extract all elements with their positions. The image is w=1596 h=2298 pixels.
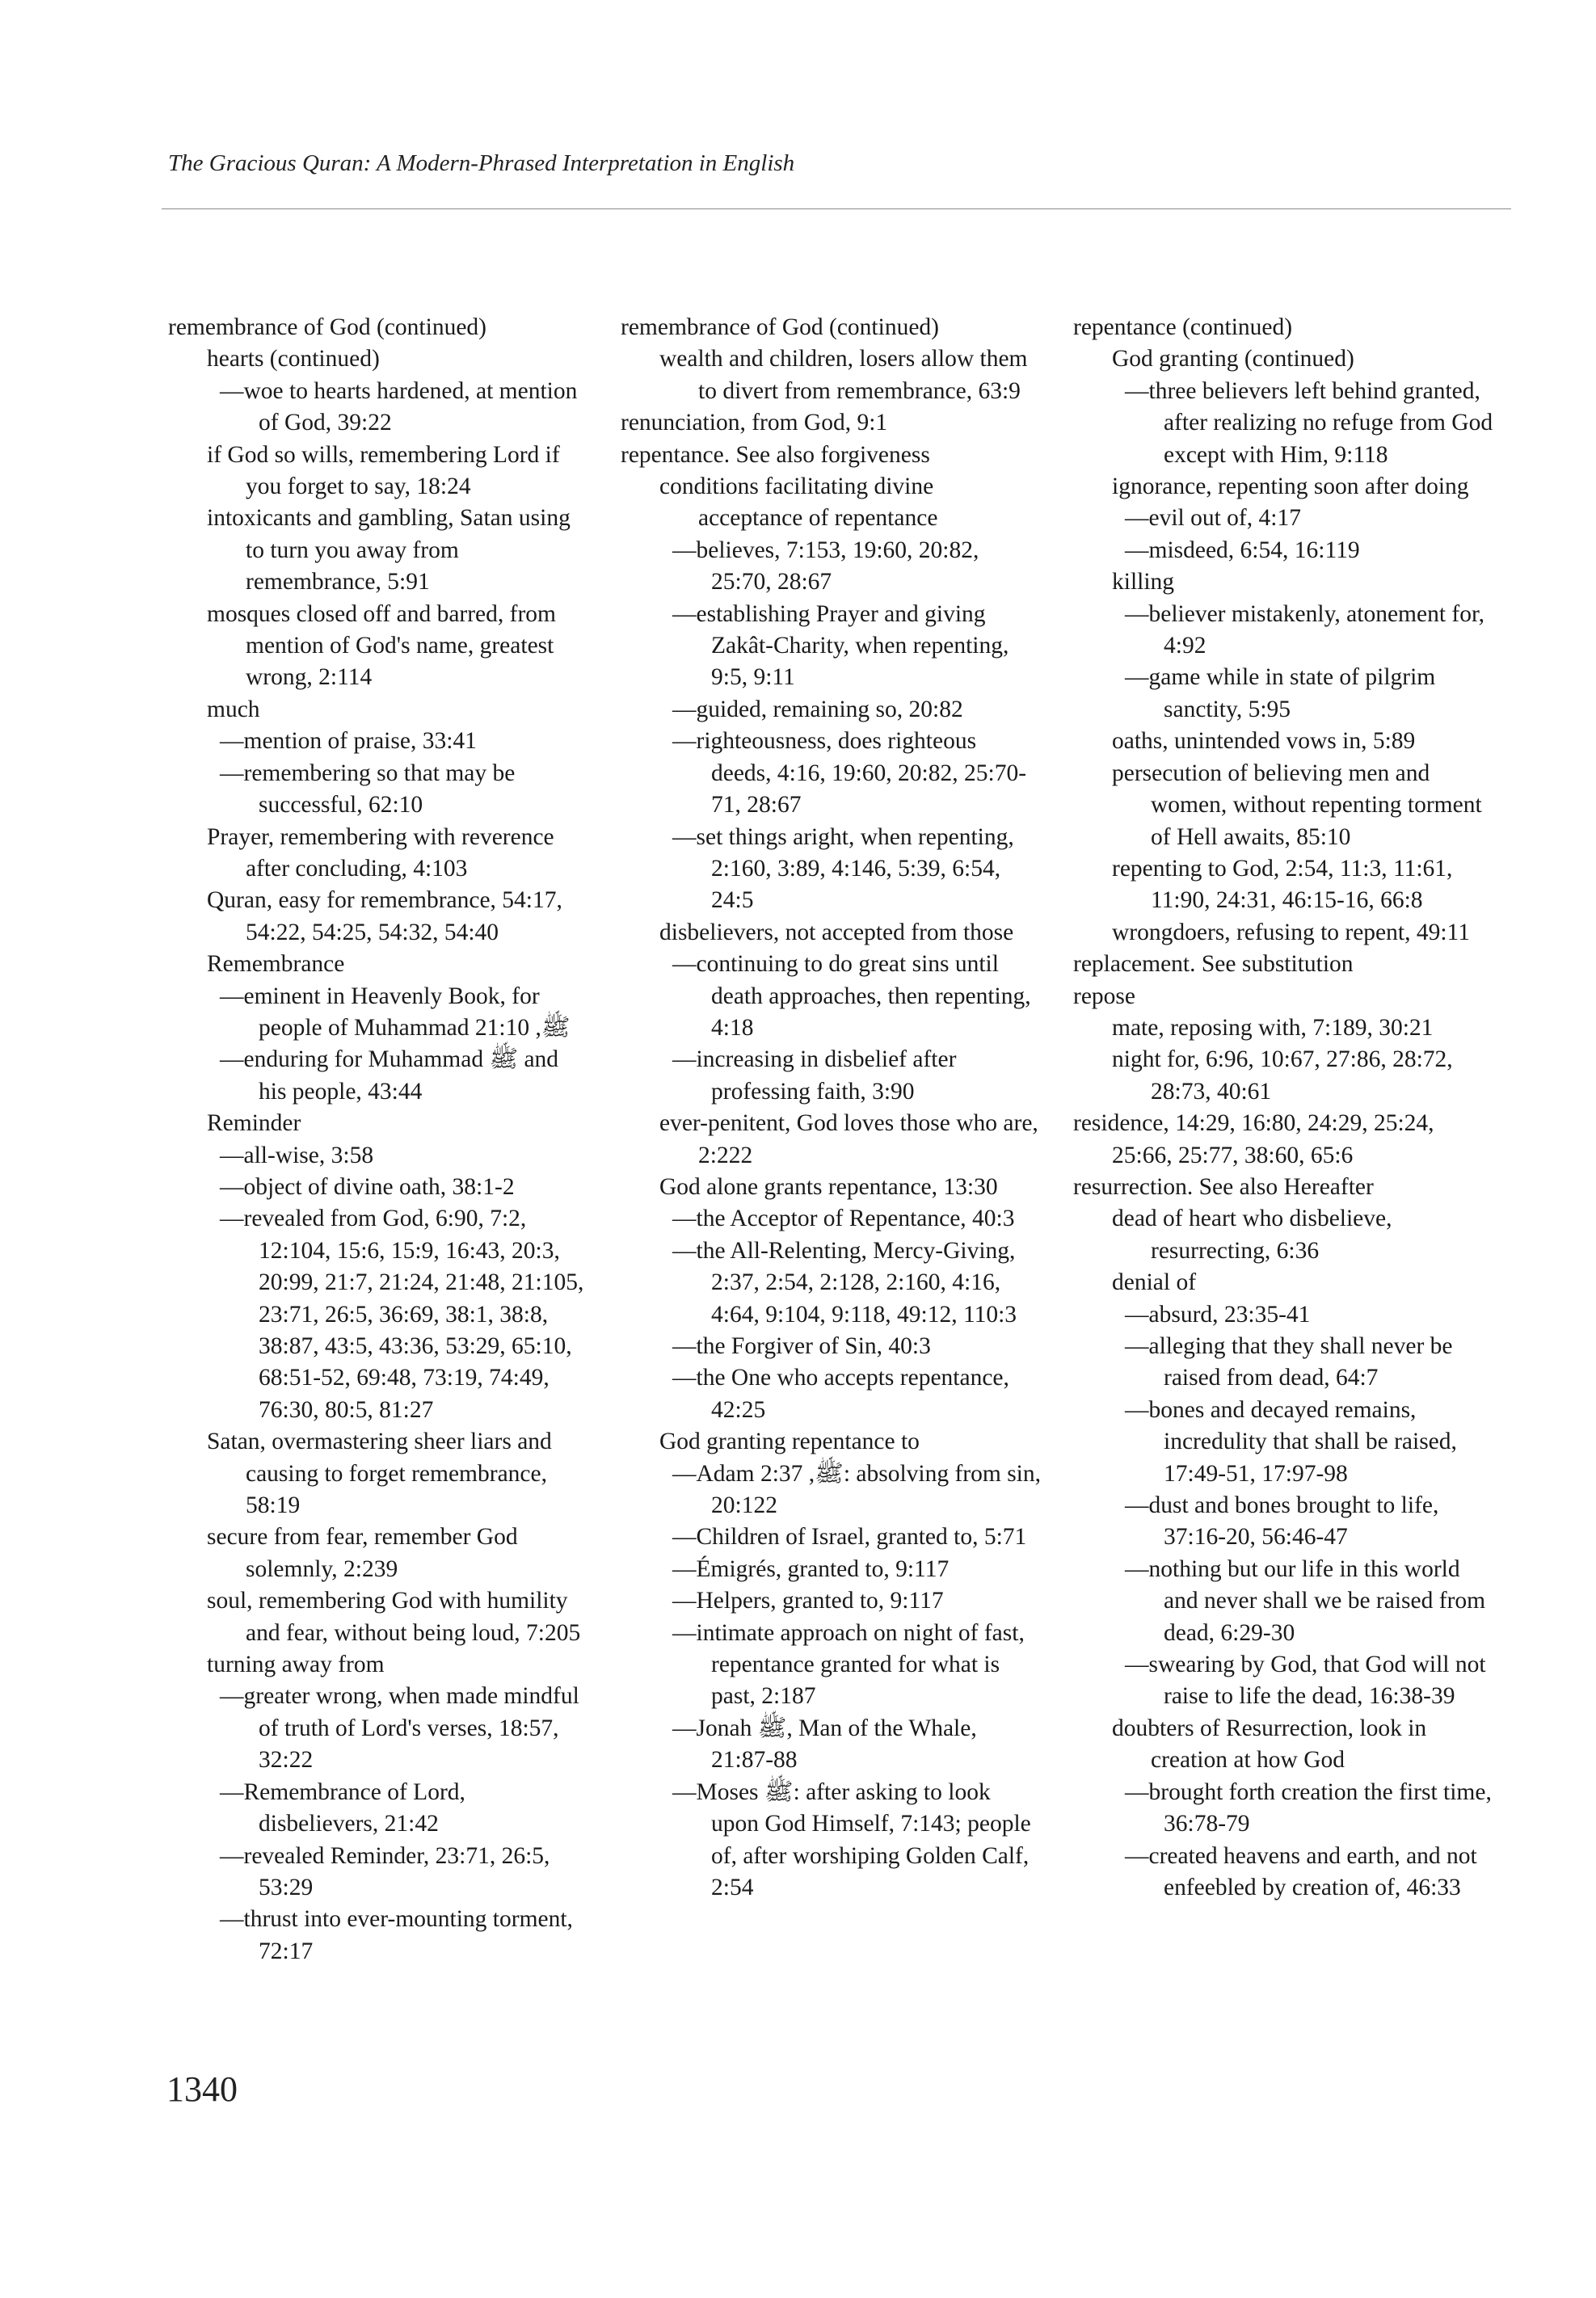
index-subentry: —greater wrong, when made mindful of truth of Lord's verses, 18:57, 32:22 bbox=[220, 1683, 579, 1774]
index-subentry: denial of bbox=[1112, 1269, 1197, 1296]
index-subentry: —set things aright, when repenting, 2:160, 3:89, 4:146, 5:39, 6:54, 24:5 bbox=[672, 823, 1014, 914]
index-subentry: —the All-Relenting, Mercy-Giving, 2:37, 2:54, 2:128, 2:160, 4:16, 4:64, 9:104, 9:118, 49:12, 110:3 bbox=[672, 1237, 1017, 1328]
running-head: The Gracious Quran: A Modern-Phrased Interpretation in English bbox=[168, 150, 795, 176]
index-subentry: doubters of Resurrection, look in creation at how God bbox=[1112, 1715, 1427, 1774]
index-subentry: —Helpers, granted to, 9:117 bbox=[672, 1588, 944, 1614]
index-subentry: —game while in state of pilgrim sanctity, 5:95 bbox=[1125, 664, 1436, 722]
index-subentry: —created heavens and earth, and not enfeebled by creation of, 46:33 bbox=[1125, 1842, 1477, 1900]
index-subentry: —nothing but our life in this world and never shall we be raised from dead, 6:29-30 bbox=[1125, 1555, 1486, 1646]
index-subentry: —mention of praise, 33:41 bbox=[220, 728, 477, 755]
index-subentry: wealth and children, losers allow them to divert from remembrance, 63:9 bbox=[659, 346, 1028, 404]
index-subentry: God alone grants repentance, 13:30 bbox=[659, 1173, 998, 1200]
index-subentry: soul, remembering God with humility and fear, without being loud, 7:205 bbox=[207, 1588, 581, 1646]
index-subentry: —the Forgiver of Sin, 40:3 bbox=[672, 1333, 931, 1359]
index-subentry: mosques closed off and barred, from mention of God's name, greatest wrong, 2:114 bbox=[207, 600, 556, 691]
index-subentry: —Émigrés, granted to, 9:117 bbox=[672, 1555, 950, 1582]
index-subentry: —bones and decayed remains, incredulity that shall be raised, 17:49-51, 17:97-98 bbox=[1125, 1396, 1457, 1487]
index-heading: repentance (continued) bbox=[1073, 314, 1293, 340]
index-subentry: —establishing Prayer and giving Zakât-Charity, when repenting, 9:5, 9:11 bbox=[672, 600, 1009, 691]
index-subentry: turning away from bbox=[207, 1652, 385, 1678]
index-subentry: God granting (continued) bbox=[1112, 346, 1354, 372]
index-subentry: —believer mistakenly, atonement for, 4:92 bbox=[1125, 600, 1484, 659]
index-column-2 bbox=[621, 312, 1041, 1904]
index-subentry: —revealed from God, 6:90, 7:2, 12:104, 15:6, 15:9, 16:43, 20:3, 20:99, 21:7, 21:24, 21:48, 21:105, 23:71, 26:5, 36:69, 38:1, 38:8, 38:87, 43:5, 43:36, 53:29, 65:10, 68:51-52, 69:48, 73:19, 74:49, 76:30, 80:5, 81:27 bbox=[220, 1206, 584, 1423]
index-subentry: ignorance, repenting soon after doing bbox=[1112, 473, 1469, 500]
index-heading: replacement. See substitution bbox=[1073, 951, 1354, 978]
index-subentry: —three believers left behind granted, after realizing no refuge from God except with Him, 9:118 bbox=[1125, 377, 1493, 468]
index-column-1 bbox=[168, 312, 588, 1968]
index-subentry: —the One who accepts repentance, 42:25 bbox=[672, 1365, 1009, 1423]
page-number: 1340 bbox=[166, 2069, 238, 2109]
index-subentry: —swearing by God, that God will not raise to life the dead, 16:38-39 bbox=[1125, 1652, 1486, 1710]
index-subentry: —Remembrance of Lord, disbelievers, 21:42 bbox=[220, 1778, 465, 1837]
index-subentry: —thrust into ever-mounting torment, 72:17 bbox=[220, 1906, 573, 1964]
index-subentry: dead of heart who disbelieve, resurrecting, 6:36 bbox=[1112, 1206, 1392, 1264]
index-subentry: —alleging that they shall never be raised from dead, 64:7 bbox=[1125, 1333, 1453, 1391]
index-subentry: Prayer, remembering with reverence after concluding, 4:103 bbox=[207, 823, 554, 882]
index-subentry: —revealed Reminder, 23:71, 26:5, 53:29 bbox=[220, 1842, 550, 1900]
index-heading: remembrance of God (continued) bbox=[621, 314, 939, 340]
index-subentry: —remembering so that may be successful, 62:10 bbox=[220, 760, 516, 819]
index-subentry: —guided, remaining so, 20:82 bbox=[672, 696, 963, 722]
index-heading: resurrection. See also Hereafter bbox=[1073, 1173, 1374, 1200]
index-subentry: Quran, easy for remembrance, 54:17, 54:22, 54:25, 54:32, 54:40 bbox=[207, 887, 562, 945]
index-subentry: —all-wise, 3:58 bbox=[220, 1142, 374, 1168]
index-heading: remembrance of God (continued) bbox=[168, 314, 486, 340]
index-subentry: persecution of believing men and women, without repenting torment of Hell awaits, 85:10 bbox=[1112, 760, 1482, 850]
index-subentry: —righteousness, does righteous deeds, 4:16, 19:60, 20:82, 25:70-71, 28:67 bbox=[672, 728, 1027, 819]
index-subentry: —Children of Israel, granted to, 5:71 bbox=[672, 1524, 1027, 1551]
index-heading: renunciation, from God, 9:1 bbox=[621, 410, 888, 436]
index-subentry: ever-penitent, God loves those who are, 2:222 bbox=[659, 1110, 1038, 1168]
index-subentry: Satan, overmastering sheer liars and causing to forget remembrance, 58:19 bbox=[207, 1429, 552, 1519]
index-heading: repentance. See also forgiveness bbox=[621, 441, 930, 468]
index-subentry: night for, 6:96, 10:67, 27:86, 28:72, 28:73, 40:61 bbox=[1112, 1046, 1453, 1105]
index-subentry: disbelievers, not accepted from those bbox=[659, 919, 1014, 945]
index-subentry: repenting to God, 2:54, 11:3, 11:61, 11:90, 24:31, 46:15-16, 66:8 bbox=[1112, 855, 1453, 914]
index-subentry: mate, reposing with, 7:189, 30:21 bbox=[1112, 1014, 1434, 1041]
index-subentry: wrongdoers, refusing to repent, 49:11 bbox=[1112, 919, 1470, 945]
header-rule bbox=[162, 208, 1511, 209]
index-subentry: killing bbox=[1112, 569, 1175, 596]
index-subentry: —woe to hearts hardened, at mention of God, 39:22 bbox=[220, 377, 578, 436]
index-subentry: hearts (continued) bbox=[207, 346, 380, 372]
index-subentry: conditions facilitating divine acceptance of repentance bbox=[659, 473, 938, 532]
index-subentry: —intimate approach on night of fast, repentance granted for what is past, 2:187 bbox=[672, 1619, 1025, 1710]
index-subentry: oaths, unintended vows in, 5:89 bbox=[1112, 728, 1416, 755]
index-subentry: —object of divine oath, 38:1-2 bbox=[220, 1173, 515, 1200]
index-subentry: —eminent in Heavenly Book, for people of Muhammad ﷺ, 21:10 bbox=[220, 983, 571, 1041]
index-subentry: —Adam ﷺ, 2:37: absolving from sin, 20:122 bbox=[672, 1460, 1041, 1519]
index-heading: repose bbox=[1073, 983, 1135, 1009]
index-subentry: Remembrance bbox=[207, 951, 345, 978]
index-subentry: if God so wills, remembering Lord if you forget to say, 18:24 bbox=[207, 441, 560, 500]
index-subentry: —increasing in disbelief after professing faith, 3:90 bbox=[672, 1046, 957, 1105]
index-subentry: —absurd, 23:35-41 bbox=[1125, 1301, 1311, 1328]
index-subentry: —evil out of, 4:17 bbox=[1125, 505, 1301, 532]
index-heading: residence, 14:29, 16:80, 24:29, 25:24, 25:66, 25:77, 38:60, 65:6 bbox=[1073, 1110, 1434, 1168]
index-subentry: secure from fear, remember God solemnly, 2:239 bbox=[207, 1524, 518, 1582]
index-column-3 bbox=[1073, 312, 1493, 1904]
index-subentry: —enduring for Muhammad ﷺ and his people, 43:44 bbox=[220, 1046, 559, 1105]
index-subentry: —dust and bones brought to life, 37:16-20, 56:46-47 bbox=[1125, 1492, 1439, 1551]
index-subentry: —continuing to do great sins until death approaches, then repenting, 4:18 bbox=[672, 951, 1031, 1041]
index-subentry: intoxicants and gambling, Satan using to turn you away from remembrance, 5:91 bbox=[207, 505, 571, 596]
index-subentry: —misdeed, 6:54, 16:119 bbox=[1125, 537, 1360, 563]
index-subentry: God granting repentance to bbox=[659, 1429, 920, 1455]
index-subentry: —Jonah ﷺ, Man of the Whale, 21:87-88 bbox=[672, 1715, 977, 1774]
index-subentry: —brought forth creation the first time, 36:78-79 bbox=[1125, 1778, 1492, 1837]
index-subentry: —Moses ﷺ: after asking to look upon God Himself, 7:143; people of, after worshiping Golden Calf, 2:54 bbox=[672, 1778, 1031, 1900]
index-subentry: —believes, 7:153, 19:60, 20:82, 25:70, 28:67 bbox=[672, 537, 979, 596]
index-subentry: —the Acceptor of Repentance, 40:3 bbox=[672, 1206, 1015, 1232]
index-subentry: Reminder bbox=[207, 1110, 301, 1137]
index-subentry: much bbox=[207, 696, 260, 722]
